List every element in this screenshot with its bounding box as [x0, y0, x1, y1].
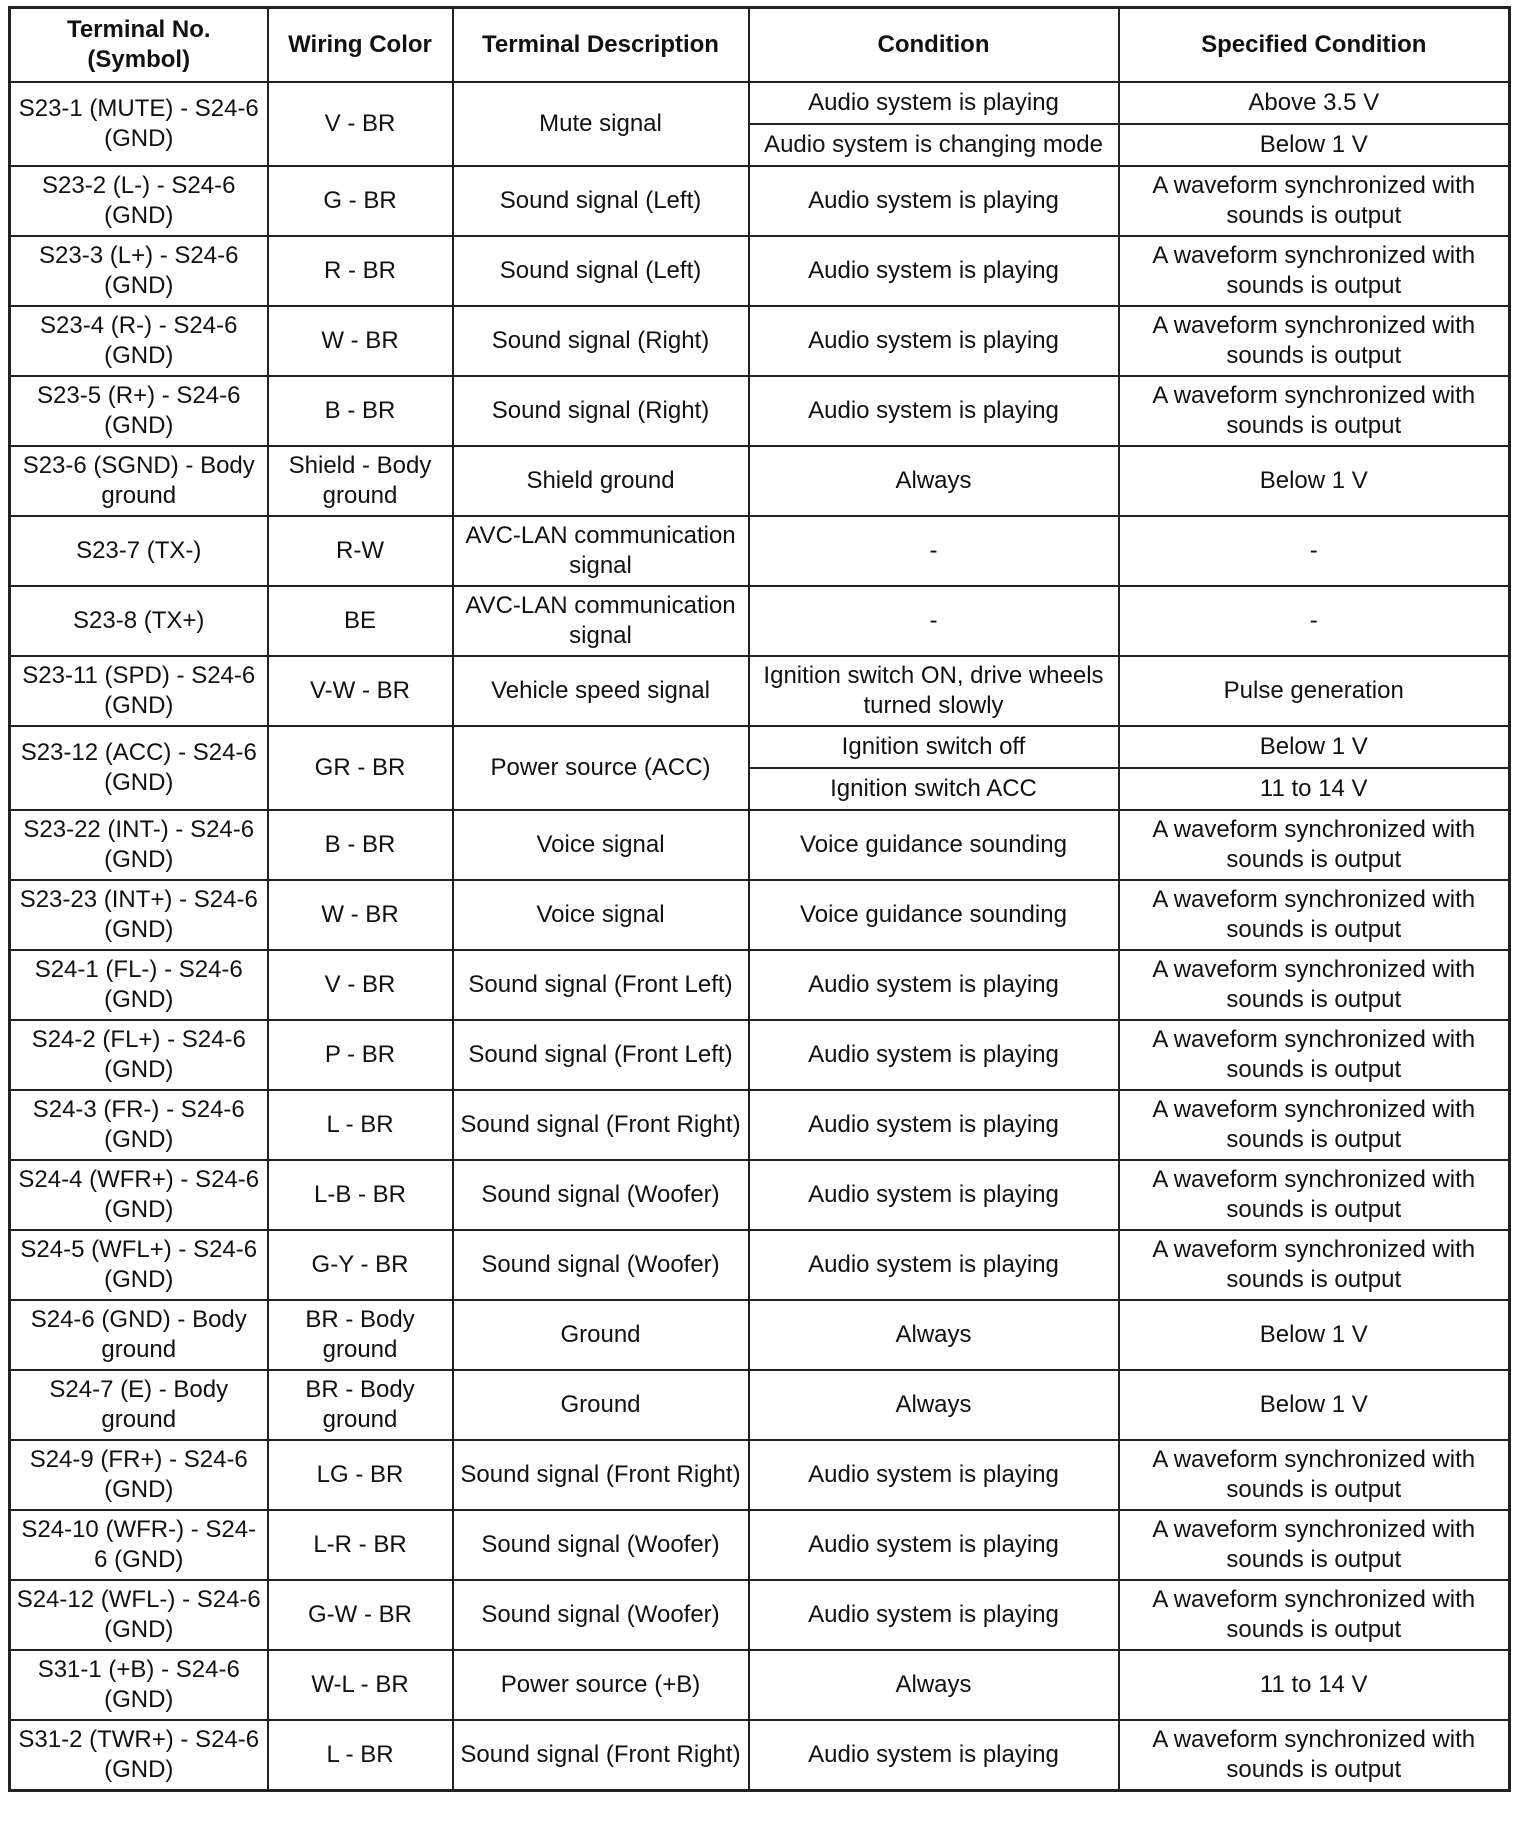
- header-condition: Condition: [749, 8, 1119, 83]
- condition-cell: Audio system is playing: [749, 306, 1119, 376]
- condition-cell: Audio system is playing: [749, 236, 1119, 306]
- description-cell: Voice signal: [453, 810, 749, 880]
- description-cell: Sound signal (Woofer): [453, 1510, 749, 1580]
- wiring-color-cell: BE: [268, 586, 453, 656]
- specified-condition-cell: 11 to 14 V: [1119, 768, 1510, 810]
- specified-condition-cell: Above 3.5 V: [1119, 82, 1510, 124]
- specified-condition-cell: Below 1 V: [1119, 726, 1510, 768]
- condition-cell: Always: [749, 446, 1119, 516]
- description-cell: Mute signal: [453, 82, 749, 166]
- header-terminal: Terminal No. (Symbol): [10, 8, 268, 83]
- specified-condition-cell: Below 1 V: [1119, 124, 1510, 166]
- wiring-color-cell: L-R - BR: [268, 1510, 453, 1580]
- specified-condition-cell: A waveform synchronized with sounds is output: [1119, 810, 1510, 880]
- specified-condition-cell: A waveform synchronized with sounds is output: [1119, 1020, 1510, 1090]
- description-cell: Power source (+B): [453, 1650, 749, 1720]
- wiring-color-cell: G-W - BR: [268, 1580, 453, 1650]
- description-cell: AVC-LAN communication signal: [453, 586, 749, 656]
- terminal-cell: S23-22 (INT-) - S24-6 (GND): [10, 810, 268, 880]
- table-row: [10, 1160, 1510, 1230]
- condition-cell: Audio system is playing: [749, 1230, 1119, 1300]
- specified-condition-cell: A waveform synchronized with sounds is output: [1119, 166, 1510, 236]
- wiring-color-cell: B - BR: [268, 810, 453, 880]
- table-row: [10, 1440, 1510, 1510]
- condition-cell: Always: [749, 1300, 1119, 1370]
- table-row: [10, 950, 1510, 1020]
- wiring-color-cell: BR - Body ground: [268, 1370, 453, 1440]
- description-cell: Sound signal (Front Right): [453, 1440, 749, 1510]
- wiring-color-cell: V - BR: [268, 950, 453, 1020]
- terminal-cell: S24-12 (WFL-) - S24-6 (GND): [10, 1580, 268, 1650]
- description-cell: Sound signal (Left): [453, 236, 749, 306]
- table-row: [10, 656, 1510, 726]
- table-row: [10, 166, 1510, 236]
- specified-condition-cell: A waveform synchronized with sounds is output: [1119, 306, 1510, 376]
- terminal-cell: S23-11 (SPD) - S24-6 (GND): [10, 656, 268, 726]
- terminal-cell: S23-3 (L+) - S24-6 (GND): [10, 236, 268, 306]
- condition-cell: Ignition switch off: [749, 726, 1119, 768]
- specified-condition-cell: -: [1119, 586, 1510, 656]
- condition-cell: Always: [749, 1370, 1119, 1440]
- condition-cell: Audio system is playing: [749, 1160, 1119, 1230]
- description-cell: Power source (ACC): [453, 726, 749, 810]
- description-cell: Sound signal (Front Left): [453, 950, 749, 1020]
- condition-cell: -: [749, 516, 1119, 586]
- wiring-color-cell: G-Y - BR: [268, 1230, 453, 1300]
- description-cell: Sound signal (Front Left): [453, 1020, 749, 1090]
- description-cell: Sound signal (Left): [453, 166, 749, 236]
- description-cell: Sound signal (Woofer): [453, 1160, 749, 1230]
- table-row: [10, 1580, 1510, 1650]
- terminal-cell: S24-9 (FR+) - S24-6 (GND): [10, 1440, 268, 1510]
- specified-condition-cell: A waveform synchronized with sounds is output: [1119, 1510, 1510, 1580]
- header-specified-condition: Specified Condition: [1119, 8, 1510, 83]
- terminal-cell: S24-2 (FL+) - S24-6 (GND): [10, 1020, 268, 1090]
- wiring-color-cell: V-W - BR: [268, 656, 453, 726]
- condition-cell: Audio system is playing: [749, 166, 1119, 236]
- table-row: [10, 236, 1510, 306]
- terminal-cell: S23-5 (R+) - S24-6 (GND): [10, 376, 268, 446]
- condition-cell: Audio system is playing: [749, 82, 1119, 124]
- terminal-cell: S31-1 (+B) - S24-6 (GND): [10, 1650, 268, 1720]
- description-cell: AVC-LAN communication signal: [453, 516, 749, 586]
- condition-cell: Ignition switch ON, drive wheels turned slowly: [749, 656, 1119, 726]
- condition-cell: Audio system is playing: [749, 1580, 1119, 1650]
- terminal-cell: S24-1 (FL-) - S24-6 (GND): [10, 950, 268, 1020]
- description-cell: Sound signal (Right): [453, 376, 749, 446]
- wiring-color-cell: L - BR: [268, 1090, 453, 1160]
- condition-cell: Ignition switch ACC: [749, 768, 1119, 810]
- specified-condition-cell: A waveform synchronized with sounds is output: [1119, 1580, 1510, 1650]
- header-terminal-description: Terminal Description: [453, 8, 749, 83]
- wiring-color-cell: V - BR: [268, 82, 453, 166]
- description-cell: Sound signal (Woofer): [453, 1230, 749, 1300]
- specified-condition-cell: A waveform synchronized with sounds is output: [1119, 1160, 1510, 1230]
- terminal-cell: S24-10 (WFR-) - S24-6 (GND): [10, 1510, 268, 1580]
- condition-cell: Audio system is playing: [749, 1020, 1119, 1090]
- table-row: [10, 446, 1510, 516]
- terminal-cell: S24-4 (WFR+) - S24-6 (GND): [10, 1160, 268, 1230]
- condition-cell: Audio system is playing: [749, 950, 1119, 1020]
- wiring-color-cell: GR - BR: [268, 726, 453, 810]
- specified-condition-cell: A waveform synchronized with sounds is output: [1119, 1230, 1510, 1300]
- condition-cell: Audio system is playing: [749, 1720, 1119, 1791]
- wiring-color-cell: W - BR: [268, 880, 453, 950]
- specified-condition-cell: A waveform synchronized with sounds is output: [1119, 1720, 1510, 1791]
- terminal-cell: S23-4 (R-) - S24-6 (GND): [10, 306, 268, 376]
- wiring-color-cell: L-B - BR: [268, 1160, 453, 1230]
- table-row: [10, 1300, 1510, 1370]
- wiring-color-cell: W - BR: [268, 306, 453, 376]
- condition-cell: Voice guidance sounding: [749, 810, 1119, 880]
- terminal-cell: S31-2 (TWR+) - S24-6 (GND): [10, 1720, 268, 1791]
- table-row: [10, 586, 1510, 656]
- specified-condition-cell: Below 1 V: [1119, 1370, 1510, 1440]
- condition-cell: Audio system is playing: [749, 1090, 1119, 1160]
- table-row: [10, 1650, 1510, 1720]
- description-cell: Voice signal: [453, 880, 749, 950]
- specified-condition-cell: Below 1 V: [1119, 1300, 1510, 1370]
- specified-condition-cell: A waveform synchronized with sounds is output: [1119, 236, 1510, 306]
- table-row: [10, 726, 1510, 768]
- condition-cell: Voice guidance sounding: [749, 880, 1119, 950]
- condition-cell: Audio system is playing: [749, 376, 1119, 446]
- table-row: [10, 880, 1510, 950]
- wiring-color-cell: B - BR: [268, 376, 453, 446]
- terminal-cell: S23-6 (SGND) - Body ground: [10, 446, 268, 516]
- wiring-color-cell: BR - Body ground: [268, 1300, 453, 1370]
- description-cell: Sound signal (Front Right): [453, 1720, 749, 1791]
- terminal-cell: S24-7 (E) - Body ground: [10, 1370, 268, 1440]
- wiring-color-cell: W-L - BR: [268, 1650, 453, 1720]
- table-row: [10, 516, 1510, 586]
- description-cell: Sound signal (Front Right): [453, 1090, 749, 1160]
- specified-condition-cell: 11 to 14 V: [1119, 1650, 1510, 1720]
- condition-cell: Audio system is playing: [749, 1440, 1119, 1510]
- terminal-cell: S23-1 (MUTE) - S24-6 (GND): [10, 82, 268, 166]
- description-cell: Ground: [453, 1370, 749, 1440]
- condition-cell: Always: [749, 1650, 1119, 1720]
- table-row: [10, 1370, 1510, 1440]
- wiring-color-cell: G - BR: [268, 166, 453, 236]
- specified-condition-cell: A waveform synchronized with sounds is output: [1119, 1440, 1510, 1510]
- header-row: [10, 8, 1510, 83]
- description-cell: Shield ground: [453, 446, 749, 516]
- description-cell: Sound signal (Right): [453, 306, 749, 376]
- terminal-cell: S24-3 (FR-) - S24-6 (GND): [10, 1090, 268, 1160]
- terminal-cell: S23-23 (INT+) - S24-6 (GND): [10, 880, 268, 950]
- specified-condition-cell: -: [1119, 516, 1510, 586]
- condition-cell: Audio system is playing: [749, 1510, 1119, 1580]
- condition-cell: Audio system is changing mode: [749, 124, 1119, 166]
- terminal-cell: S23-2 (L-) - S24-6 (GND): [10, 166, 268, 236]
- table-row: [10, 810, 1510, 880]
- description-cell: Sound signal (Woofer): [453, 1580, 749, 1650]
- wiring-color-cell: Shield - Body ground: [268, 446, 453, 516]
- table-row: [10, 1230, 1510, 1300]
- table-row: [10, 1510, 1510, 1580]
- table-row: [10, 376, 1510, 446]
- wiring-color-cell: L - BR: [268, 1720, 453, 1791]
- specified-condition-cell: Pulse generation: [1119, 656, 1510, 726]
- description-cell: Ground: [453, 1300, 749, 1370]
- header-wiring-color: Wiring Color: [268, 8, 453, 83]
- terminal-cell: S23-7 (TX-): [10, 516, 268, 586]
- specified-condition-cell: A waveform synchronized with sounds is output: [1119, 1090, 1510, 1160]
- terminal-cell: S23-8 (TX+): [10, 586, 268, 656]
- specified-condition-cell: Below 1 V: [1119, 446, 1510, 516]
- terminal-table: [8, 6, 1511, 1792]
- condition-cell: -: [749, 586, 1119, 656]
- specified-condition-cell: A waveform synchronized with sounds is output: [1119, 376, 1510, 446]
- wiring-color-cell: P - BR: [268, 1020, 453, 1090]
- table-row: [10, 1720, 1510, 1791]
- table-row: [10, 82, 1510, 124]
- table-row: [10, 1090, 1510, 1160]
- table-row: [10, 1020, 1510, 1090]
- specified-condition-cell: A waveform synchronized with sounds is output: [1119, 950, 1510, 1020]
- description-cell: Vehicle speed signal: [453, 656, 749, 726]
- wiring-color-cell: LG - BR: [268, 1440, 453, 1510]
- wiring-color-cell: R - BR: [268, 236, 453, 306]
- table-row: [10, 306, 1510, 376]
- terminal-cell: S23-12 (ACC) - S24-6 (GND): [10, 726, 268, 810]
- terminal-cell: S24-5 (WFL+) - S24-6 (GND): [10, 1230, 268, 1300]
- wiring-color-cell: R-W: [268, 516, 453, 586]
- terminal-cell: S24-6 (GND) - Body ground: [10, 1300, 268, 1370]
- specified-condition-cell: A waveform synchronized with sounds is output: [1119, 880, 1510, 950]
